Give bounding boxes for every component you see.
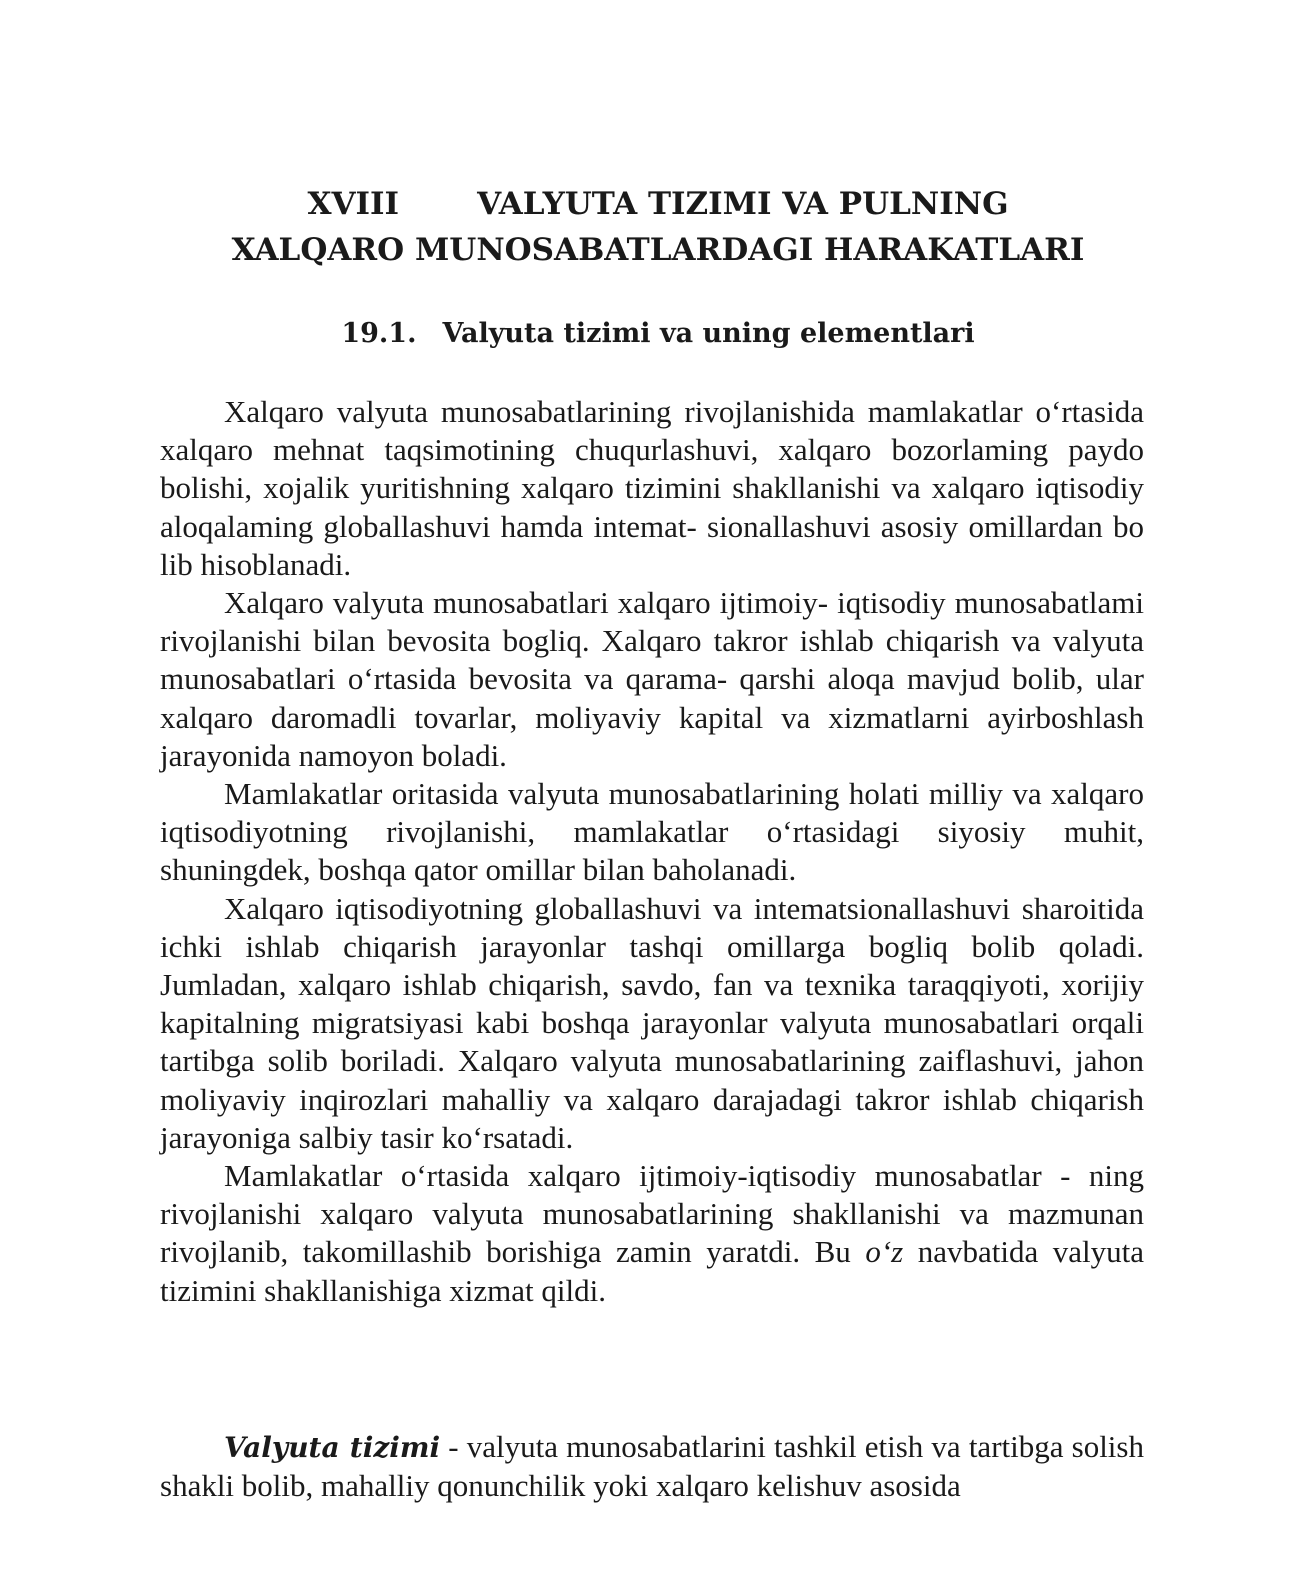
chapter-title-line-2: XALQARO MUNOSABATLARDAGI HARAKATLARI [231, 232, 1085, 268]
definition-text: - valyuta munosabatlarini tashkil etish va tartibga solish shakli bolib, mahalliy qonunchilik yoki xalqaro kelishuv asosida [160, 1429, 1144, 1504]
chapter-number: XVIII [307, 186, 400, 222]
paragraph: Xalqaro valyuta munosabatlari xalqaro ijtimoiy- iqtisodiy munosabatlami rivojlanishi bilan bevosita bogliq. Xalqaro takror ishlab chiqarish va valyuta munosabatlari o‘rtasida bevosita va qarama- qarshi aloqa mavjud bolib, ular xalqaro daromadli tovarlar, moliyaviy kapital va xizmatlarni ayirboshlash jarayonida namoyon boladi. [160, 585, 1144, 773]
paragraph-text-continued: navbatida valyuta tizimini shakllanishiga xizmat qildi. [160, 1234, 1145, 1308]
paragraph [160, 1157, 1144, 1310]
definition-paragraph [160, 1428, 1144, 1505]
chapter-title-text-1: VALYUTA TIZIMI VA PULNING [477, 186, 1009, 222]
section-title-text: Valyuta tizimi va uning elementlari [442, 318, 975, 349]
paragraph: Xalqaro iqtisodiyotning globallashuvi va intematsionallashuvi sharoitida ichki ishlab chiqarish jarayonlar tashqi omillarga bogliq bolib qoladi. Jumladan, xalqaro ishlab chiqarish, savdo, fan va texnika taraqqiyoti, xorijiy kapitalning migratsiyasi kabi boshqa jarayonlar valyuta munosabatlari orqali tartibga solib boriladi. Xalqaro valyuta munosabatlarining zaiflashuvi, jahon moliyaviy inqirozlari mahalliy va xalqaro darajadagi takror ishlab chiqarish jarayoniga salbiy tasir ko‘rsatadi. [160, 890, 1144, 1155]
paragraph: Xalqaro valyuta munosabatlarining rivojlanishida mamlakatlar o‘rtasida xalqaro mehnat taqsimotining chuqurlashuvi, xalqaro bozorlaming paydo bolishi, xojalik yuritishning xalqaro tizimini shakllanishi va xalqaro iqtisodiy aloqalaming globallashuvi hamda intemat- sionallashuvi asosiy omillardan bo lib hisoblanadi. [160, 394, 1144, 582]
section-title [0, 314, 1316, 354]
paragraph-text: Mamlakatlar o‘rtasida xalqaro ijtimoiy-iqtisodiy munosabatlar - ning rivojlanishi xalqaro valyuta munosabatlarining shakllanishi va mazmunan rivojlanib, takomillashib borishiga zamin yaratdi. Bu [160, 1158, 1144, 1270]
italic-word: o‘z [865, 1234, 904, 1270]
defined-term: Valyuta tizimi [224, 1431, 441, 1464]
chapter-title-line-1 [0, 182, 1316, 226]
body-text-block [160, 393, 1144, 1310]
section-number: 19.1. [341, 318, 417, 349]
definition-block [160, 1428, 1144, 1505]
paragraph: Mamlakatlar oritasida valyuta munosabatlarining holati milliy va xalqaro iqtisodiyotning rivojlanishi, mamlakatlar o‘rtasidagi siyosiy muhit, shuningdek, boshqa qator omillar bilan baholanadi. [160, 776, 1144, 888]
